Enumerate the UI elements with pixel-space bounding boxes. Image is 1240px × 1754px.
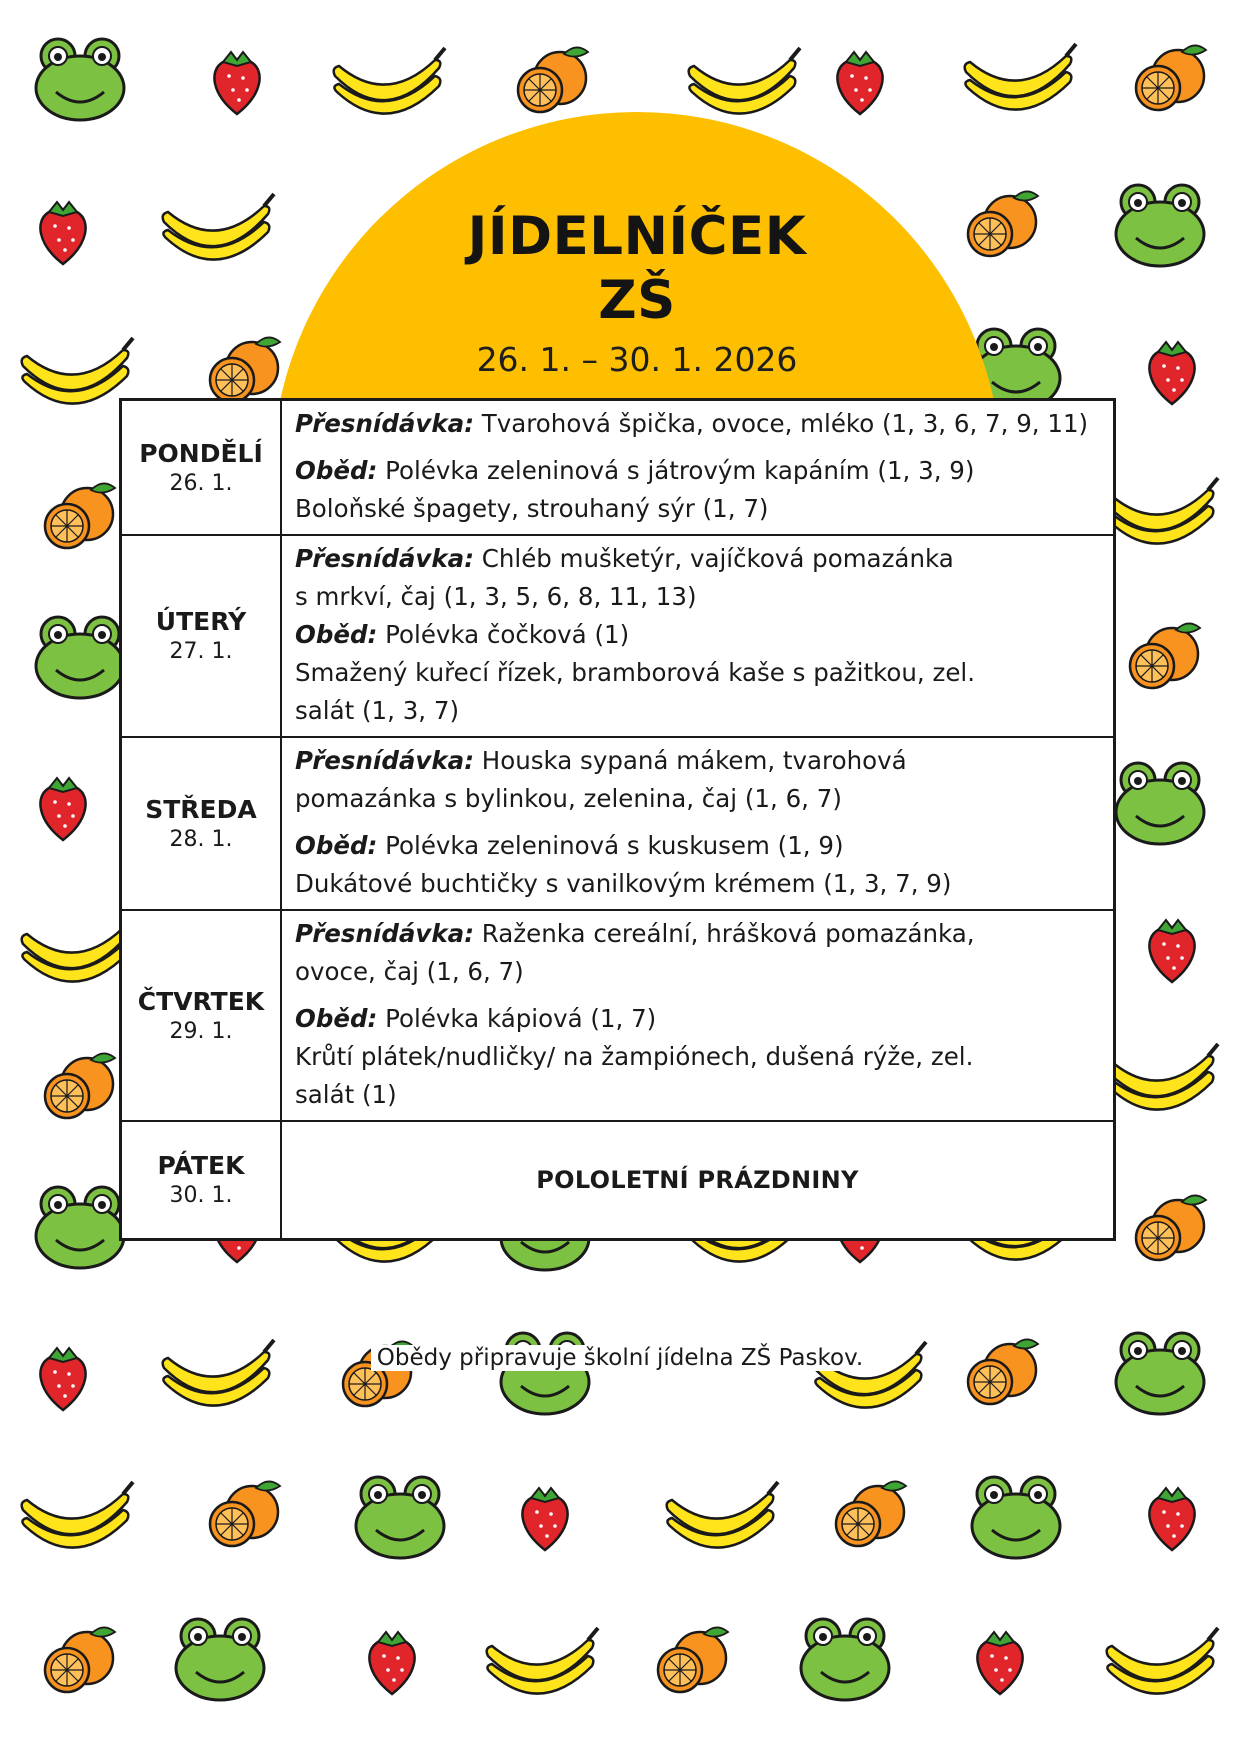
meals-cell bbox=[281, 535, 1115, 737]
snack-line bbox=[295, 578, 1103, 616]
snack-text: Houska sypaná mákem, tvarohová bbox=[481, 746, 907, 775]
lunch-line bbox=[295, 827, 1103, 865]
menu-row bbox=[121, 535, 1115, 737]
snack-text: Raženka cereální, hrášková pomazánka, bbox=[481, 919, 975, 948]
banana-icon bbox=[22, 1482, 133, 1548]
orange-icon bbox=[45, 483, 115, 548]
strawberry-icon bbox=[1149, 1488, 1194, 1550]
day-date: 27. 1. bbox=[169, 639, 233, 664]
day-cell bbox=[121, 737, 282, 910]
footer-text: Obědy připravuje školní jídelna ZŠ Paskov. bbox=[371, 1345, 869, 1371]
banana-icon bbox=[22, 338, 133, 404]
snack-text: pomazánka s bylinkou, zelenina, čaj (1, 6, 7) bbox=[295, 784, 842, 813]
day-cell bbox=[121, 910, 282, 1121]
day-date: 26. 1. bbox=[169, 470, 233, 496]
orange-icon bbox=[45, 1627, 115, 1692]
meals-cell bbox=[281, 400, 1115, 536]
lunch-line bbox=[295, 616, 1103, 654]
banana-icon bbox=[965, 44, 1076, 110]
snack-label: Přesnídávka: bbox=[295, 919, 474, 948]
menu-row bbox=[121, 737, 1115, 910]
banana-icon bbox=[1107, 1044, 1218, 1110]
frog-icon bbox=[36, 617, 124, 698]
snack-line bbox=[295, 540, 1103, 578]
title-line-1: JÍDELNÍČEK bbox=[467, 206, 807, 267]
footer-note bbox=[0, 1345, 1240, 1371]
lunch-line bbox=[295, 1076, 1103, 1114]
orange-icon bbox=[518, 47, 588, 112]
banana-icon bbox=[1107, 478, 1218, 544]
lunch-text: Dukátové buchtičky s vanilkovým krémem (1, 3, 7, 9) bbox=[295, 869, 952, 898]
date-range: 26. 1. – 30. 1. 2026 bbox=[476, 340, 798, 379]
day-name: PONDĚLÍ bbox=[139, 438, 263, 468]
day-date: 30. 1. bbox=[169, 1182, 233, 1208]
snack-line bbox=[295, 405, 1103, 443]
strawberry-icon bbox=[40, 202, 85, 264]
banana-icon bbox=[22, 916, 133, 982]
strawberry-icon bbox=[522, 1488, 567, 1550]
lunch-text: Polévka zeleninová s kuskusem (1, 9) bbox=[385, 831, 844, 860]
orange-icon bbox=[45, 1053, 115, 1118]
day-name: PÁTEK bbox=[157, 1150, 245, 1180]
lunch-text: Boloňské špagety, strouhaný sýr (1, 7) bbox=[295, 494, 769, 523]
frog-icon bbox=[36, 1187, 124, 1268]
lunch-line bbox=[295, 654, 1103, 692]
day-date: 28. 1. bbox=[169, 826, 233, 852]
day-cell bbox=[121, 400, 282, 536]
page-title bbox=[272, 205, 1002, 333]
menu-row bbox=[121, 1121, 1115, 1239]
strawberry-icon bbox=[1149, 920, 1194, 982]
lunch-label: Oběd: bbox=[295, 1004, 378, 1033]
snack-line bbox=[295, 742, 1103, 780]
snack-text: s mrkví, čaj (1, 3, 5, 6, 8, 11, 13) bbox=[295, 582, 697, 611]
frog-icon bbox=[36, 39, 124, 120]
orange-icon bbox=[658, 1627, 728, 1692]
snack-text: Tvarohová špička, ovoce, mléko (1, 3, 6, 7, 9, 11) bbox=[481, 409, 1089, 438]
snack-line bbox=[295, 915, 1103, 953]
meals-cell bbox=[281, 737, 1115, 910]
strawberry-icon bbox=[214, 52, 259, 114]
lunch-label: Oběd: bbox=[295, 831, 378, 860]
frog-icon bbox=[176, 1619, 264, 1700]
banana-icon bbox=[163, 194, 274, 260]
lunch-text: Smažený kuřecí řízek, bramborová kaše s pažitkou, zel. bbox=[295, 658, 975, 687]
day-name: ÚTERÝ bbox=[155, 607, 247, 636]
banana-icon bbox=[1107, 1628, 1218, 1694]
banana-icon bbox=[667, 1482, 778, 1548]
lunch-label: Oběd: bbox=[295, 456, 378, 485]
lunch-text: salát (1, 3, 7) bbox=[295, 696, 460, 725]
lunch-text: Polévka kápiová (1, 7) bbox=[385, 1004, 657, 1033]
day-cell bbox=[121, 535, 282, 737]
lunch-text: Polévka čočková (1) bbox=[385, 620, 630, 649]
strawberry-icon bbox=[977, 1632, 1022, 1694]
holiday-notice: POLOLETNÍ PRÁZDNINY bbox=[281, 1121, 1115, 1239]
lunch-line bbox=[295, 1038, 1103, 1076]
menu-row bbox=[121, 400, 1115, 536]
orange-icon bbox=[210, 337, 280, 402]
strawberry-icon bbox=[1149, 342, 1194, 404]
orange-icon bbox=[210, 1481, 280, 1546]
orange-icon bbox=[1136, 1195, 1206, 1260]
lunch-line bbox=[295, 452, 1103, 490]
day-cell bbox=[121, 1121, 282, 1239]
frog-icon bbox=[801, 1619, 889, 1700]
meals-cell bbox=[281, 910, 1115, 1121]
lunch-line bbox=[295, 1000, 1103, 1038]
menu-table bbox=[119, 398, 1116, 1241]
lunch-text: Polévka zeleninová s játrovým kapáním (1, 3, 9) bbox=[385, 456, 975, 485]
day-name: ČTVRTEK bbox=[137, 986, 265, 1016]
banana-icon bbox=[487, 1628, 598, 1694]
title-line-2: ZŠ bbox=[598, 270, 676, 331]
frog-icon bbox=[972, 1477, 1060, 1558]
snack-line bbox=[295, 780, 1103, 818]
lunch-line bbox=[295, 865, 1103, 903]
lunch-line bbox=[295, 692, 1103, 730]
orange-icon bbox=[836, 1481, 906, 1546]
snack-text: ovoce, čaj (1, 6, 7) bbox=[295, 957, 524, 986]
snack-label: Přesnídávka: bbox=[295, 409, 474, 438]
lunch-label: Oběd: bbox=[295, 620, 378, 649]
strawberry-icon bbox=[837, 52, 882, 114]
frog-icon bbox=[1116, 763, 1204, 844]
banana-icon bbox=[689, 48, 800, 114]
menu-row bbox=[121, 910, 1115, 1121]
lunch-text: salát (1) bbox=[295, 1080, 397, 1109]
snack-label: Přesnídávka: bbox=[295, 746, 474, 775]
snack-text: Chléb mušketýr, vajíčková pomazánka bbox=[481, 544, 954, 573]
snack-label: Přesnídávka: bbox=[295, 544, 474, 573]
frog-icon bbox=[1116, 185, 1204, 266]
lunch-line bbox=[295, 490, 1103, 528]
orange-icon bbox=[1136, 45, 1206, 110]
strawberry-icon bbox=[369, 1632, 414, 1694]
strawberry-icon bbox=[40, 778, 85, 840]
lunch-text: Krůtí plátek/nudličky/ na žampiónech, dušená rýže, zel. bbox=[295, 1042, 974, 1071]
day-name: STŘEDA bbox=[145, 794, 257, 824]
banana-icon bbox=[334, 48, 445, 114]
frog-icon bbox=[356, 1477, 444, 1558]
snack-line bbox=[295, 953, 1103, 991]
day-date: 29. 1. bbox=[169, 1018, 233, 1044]
orange-icon bbox=[1130, 623, 1200, 688]
